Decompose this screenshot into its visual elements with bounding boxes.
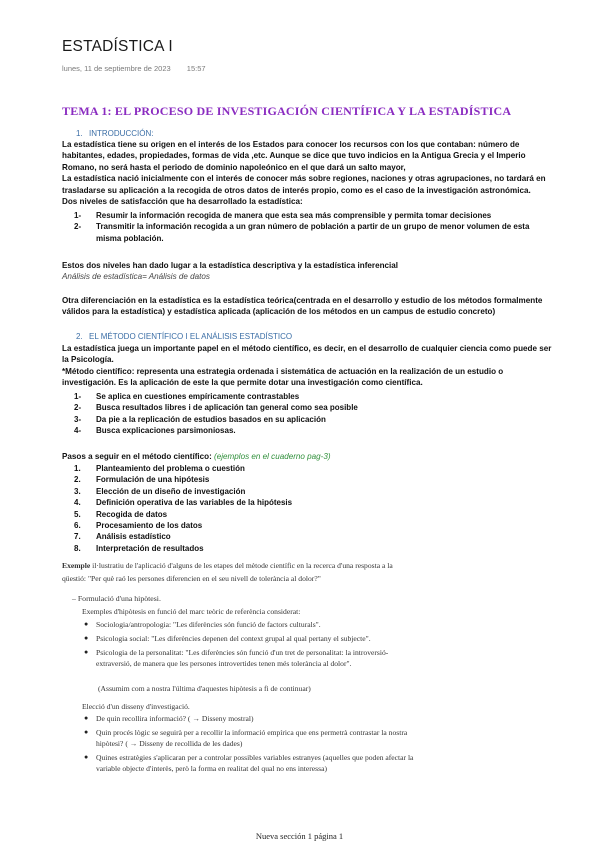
- steps-intro: [62, 451, 554, 462]
- example-text: il·lustratiu de l'aplicació d'alguns de les etapes del mètode científic en la recerca d'una resposta a la qüestió: "Per què raó les persones diferencien en el seu nivell de tolerància al dolor?": [62, 561, 393, 583]
- levels-list: [74, 210, 554, 244]
- steps-example-link: (ejemplos en el cuaderno pag-3): [214, 452, 331, 461]
- page-date: lunes, 11 de septiembre de 2023: [62, 64, 171, 73]
- note: Estos dos niveles han dado lugar a la estadística descriptiva y la estadística inferencial: [62, 261, 399, 270]
- list-item: 8. Interpretación de resultados: [74, 543, 204, 553]
- topic-heading: TEMA 1: EL PROCESO DE INVESTIGACIÓN CIENTÍFICA Y LA ESTADÍSTICA: [62, 104, 512, 118]
- list-item: 1- Resumir la información recogida de manera que esta sea más comprensible y permita tomar decisiones: [74, 211, 492, 220]
- design-heading: Elecció d'un disseny d'investigació.: [82, 702, 190, 711]
- list-item: ● Quin procés lògic se seguirà per a recollir la informació empírica que ens permetrà contrastar la nostra hipòtesi? ( → Disseny de recollida de les dades): [84, 728, 408, 748]
- list-item: 3- Da pie a la replicación de estudios basados en su aplicación: [74, 414, 326, 424]
- formulation-sub: Exemples d'hipòtesis en funció del marc teòric de referència considerat:: [82, 607, 301, 616]
- page-title: ESTADÍSTICA I: [62, 38, 173, 55]
- list-item: 2- Transmitir la información recogida a un gran número de población a partir de un grupo de menor volumen de esta misma población.: [74, 222, 530, 243]
- paragraph: La estadística juega un importante papel en el método científico, es decir, en el desarrollo de cualquier ciencia como puede ser la Psicología.: [62, 344, 552, 365]
- list-item: 5. Recogida de datos: [74, 509, 168, 519]
- paragraph: Otra diferenciación en la estadística es la estadística teórica(centrada en el desarrollo y estudio de los métodos formalmente válidos para la estadística) y estadística aplicada (aplicación de los métodos en un campus de estudio concreto): [62, 296, 543, 317]
- list-item: 1. Planteamiento del problema o cuestión: [74, 464, 245, 473]
- list-item: 4- Busca explicaciones parsimoniosas.: [74, 426, 236, 436]
- page-footer: Nueva sección 1 página 1: [255, 831, 344, 841]
- section-1-heading: [76, 129, 153, 138]
- section-1-title: INTRODUCCIÓN:: [89, 129, 154, 138]
- assumption-note: (Assumim com a nostra l'última d'aquestes hipòtesis a fi de continuar): [98, 684, 311, 693]
- formulation-heading: – Formulació d'una hipòtesi.: [72, 594, 161, 603]
- list-item: ● De quin recollira informació? ( → Disseny mostral): [84, 714, 254, 723]
- list-item: ● Psicologia de la personalitat: "Les diferències són funció d'un tret de personalitat: la introversió-extraversió, de manera que les persones introvertides tenen més tolerància al dolor".: [84, 648, 389, 668]
- list-item: 2- Busca resultados libres i de aplicación tan general como sea posible: [74, 403, 358, 413]
- section-2-title: EL MÉTODO CIENTÍFICO I EL ANÁLISIS ESTADÍSTICO: [89, 332, 293, 341]
- section-2-number: 2.: [76, 332, 83, 341]
- list-item: 6. Procesamiento de los datos: [74, 521, 203, 531]
- section-1-text: [62, 139, 554, 207]
- steps-list: [74, 463, 554, 554]
- note-italic: Análisis de estadística= Análisis de datos: [62, 272, 210, 282]
- list-item: 7. Análisis estadístico: [74, 532, 171, 542]
- paragraph: *Método científico: representa una estrategia ordenada i sistemática de actuación en la realización de un estudio o investigación. Es la aplicación de este la que permite dotar una investigación como científica.: [62, 366, 504, 388]
- features-list: [74, 391, 554, 437]
- list-item: ● Quines estratègies s'aplicaran per a controlar possibles variables estranyes (aquelles que poden afectar la variable objecte d'interès, però la forma en realitat del qual no ens interessa): [84, 753, 414, 773]
- paragraph: La estadística tiene su origen en el interés de los Estados para conocer los recursos con los que contaban: número de habitantes, edades, propiedades, formas de vida ,etc. Aunque se dice que tuvo indicios en la Antigua Grecia y el Imperio Romano, no será hasta el periodo de dominio napoleónico en el que dará un salto mayor,: [62, 140, 526, 172]
- list-item: 4. Definición operativa de las variables de la hipótesis: [74, 498, 293, 508]
- paragraph: La estadística nació inicialmente con el interés de conocer más sobre regiones, naciones y otras agrupaciones, no tardará en trasladarse su aplicación a la recogida de otros datos de interés propio, como es el caso de la investigación astronómica.: [62, 174, 546, 195]
- section-1-number: 1.: [76, 129, 83, 138]
- other-differentiation: [62, 295, 554, 318]
- levels-note: [62, 260, 554, 283]
- page-meta: [62, 64, 220, 73]
- list-item: 2. Formulación de una hipótesis: [74, 475, 210, 485]
- page-time: 15:57: [186, 64, 206, 73]
- list-item: 1- Se aplica en cuestiones empíricamente contrastables: [74, 392, 300, 401]
- section-2-text: [62, 343, 554, 389]
- paragraph: Dos niveles de satisfacción que ha desarrollado la estadística:: [62, 197, 303, 207]
- list-item: ● Psicologia social: "Les diferències depenen del context grupal al qual pertany el subjecte".: [84, 634, 371, 643]
- design-list: [84, 713, 414, 774]
- section-2-heading: [76, 332, 292, 341]
- list-item: ● Sociologia/antropologia: "Les diferències són funció de factors culturals".: [84, 620, 321, 629]
- list-item: 3. Elección de un diseño de investigación: [74, 486, 246, 496]
- hypotheses-list: [84, 619, 414, 669]
- scanned-example: [62, 560, 402, 585]
- example-label: Exemple: [62, 561, 91, 570]
- steps-intro-text: Pasos a seguir en el método científico:: [62, 452, 212, 461]
